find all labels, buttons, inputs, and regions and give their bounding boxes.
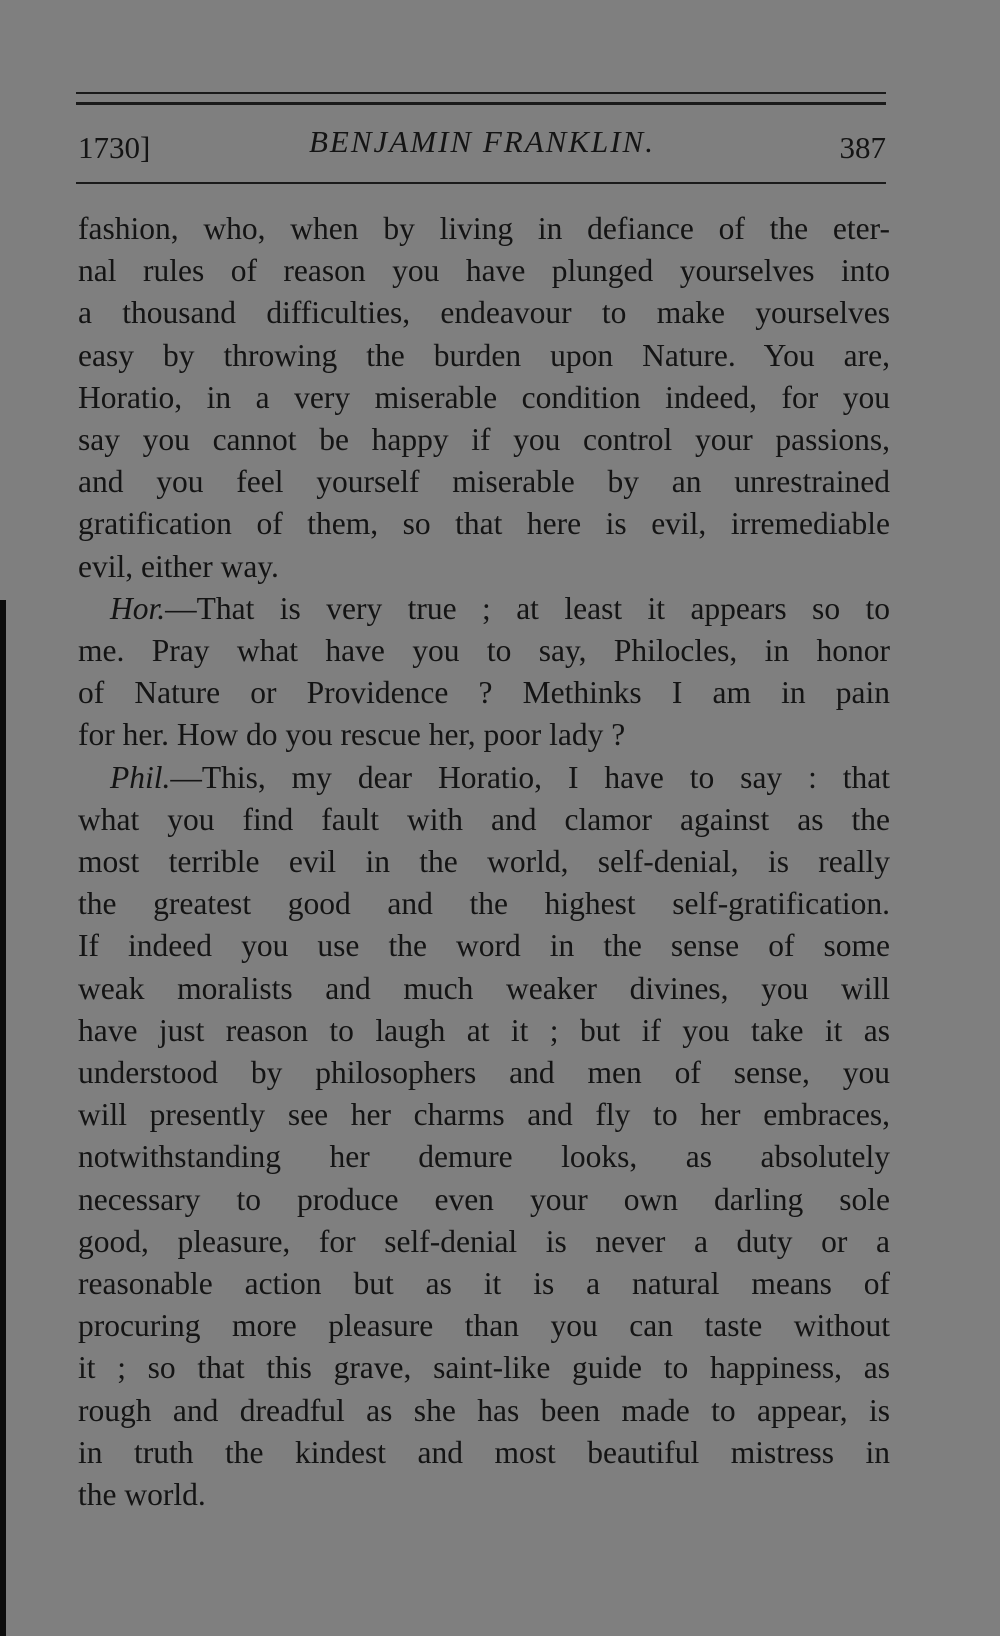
text-line: for her. How do you rescue her, poor lady ? bbox=[78, 717, 626, 753]
text-line: and you feel yourself miserable by an unrestrained bbox=[78, 464, 890, 500]
text-line: necessary to produce even your own darling sole bbox=[78, 1181, 890, 1217]
speech-hor-first-line bbox=[78, 588, 890, 630]
text-line: gratification of them, so that here is evil, irremediable bbox=[78, 506, 890, 542]
text-line: reasonable action but as it is a natural means of bbox=[78, 1266, 890, 1302]
text-line: have just reason to laugh at it ; but if you take it as bbox=[78, 1012, 890, 1048]
running-head-year: 1730] bbox=[78, 130, 151, 165]
text-line: the greatest good and the highest self-gratification. bbox=[78, 886, 890, 922]
text-line: If indeed you use the word in the sense of some bbox=[78, 928, 890, 964]
text-line: me. Pray what have you to say, Philocles, in honor bbox=[78, 633, 890, 669]
header-rule bbox=[76, 182, 886, 184]
text-line: what you find fault with and clamor against as the bbox=[78, 801, 890, 837]
speech-phil-first-line bbox=[78, 757, 890, 799]
text-line: good, pleasure, for self-denial is never a duty or a bbox=[78, 1223, 890, 1259]
running-head bbox=[78, 124, 886, 164]
speech-text: —That is very true ; at least it appears so to bbox=[165, 590, 890, 626]
text-line: easy by throwing the burden upon Nature. You are, bbox=[78, 337, 890, 373]
page-body bbox=[78, 208, 890, 1516]
text-line: it ; so that this grave, saint-like guide to happiness, as bbox=[78, 1350, 890, 1386]
speaker-label-phil: Phil. bbox=[110, 759, 171, 795]
text-line: the world. bbox=[78, 1477, 206, 1513]
text-line: weak moralists and much weaker divines, you will bbox=[78, 970, 890, 1006]
text-line: say you cannot be happy if you control your passions, bbox=[78, 422, 890, 458]
text-line: a thousand difficulties, endeavour to make yourselves bbox=[78, 295, 890, 331]
binding-edge bbox=[0, 600, 6, 1636]
text-line: Horatio, in a very miserable condition indeed, for you bbox=[78, 379, 890, 415]
text-line: of Nature or Providence ? Methinks I am in pain bbox=[78, 675, 890, 711]
running-head-title: BENJAMIN FRANKLIN. bbox=[309, 124, 655, 159]
top-rule-thick bbox=[76, 102, 886, 105]
top-rule bbox=[76, 92, 886, 94]
text-line: understood by philosophers and men of sense, you bbox=[78, 1055, 890, 1091]
text-line: nal rules of reason you have plunged yourselves into bbox=[78, 253, 890, 289]
text-line: in truth the kindest and most beautiful mistress in bbox=[78, 1434, 890, 1470]
text-line: evil, either way. bbox=[78, 548, 279, 584]
text-line: procuring more pleasure than you can taste without bbox=[78, 1308, 890, 1344]
text-line: notwithstanding her demure looks, as absolutely bbox=[78, 1139, 890, 1175]
speech-text: —This, my dear Horatio, I have to say : that bbox=[170, 759, 890, 795]
text-line: will presently see her charms and fly to her embraces, bbox=[78, 1097, 890, 1133]
speaker-label-hor: Hor. bbox=[110, 590, 166, 626]
page-number: 387 bbox=[839, 130, 886, 165]
text-line: fashion, who, when by living in defiance of the eter- bbox=[78, 211, 890, 246]
text-line: most terrible evil in the world, self-denial, is really bbox=[78, 844, 890, 880]
text-line: rough and dreadful as she has been made to appear, is bbox=[78, 1392, 890, 1428]
